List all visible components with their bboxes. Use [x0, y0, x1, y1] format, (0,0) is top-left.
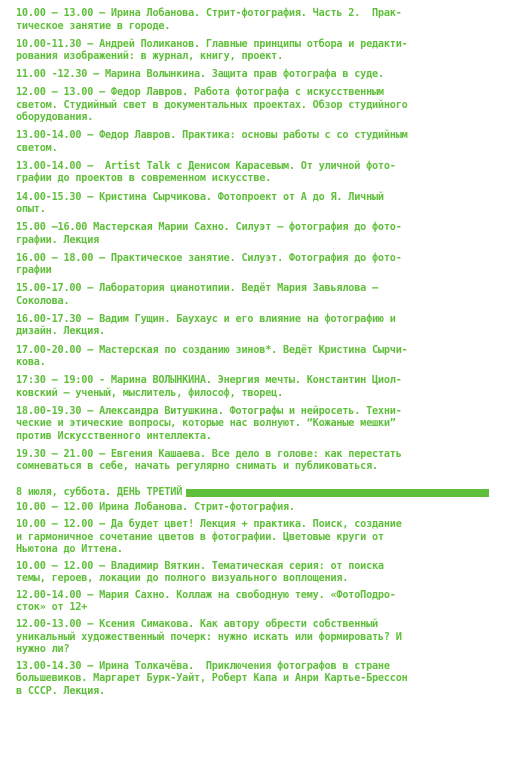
schedule-entry: 11.00 -12.30 — Марина Волынкина. Защита прав фотографа в суде. — [16, 69, 384, 81]
schedule-entry: 17:30 — 19:00 - Марина ВОЛЫНКИНА. Энергия мечты. Константин Циол- ковский — ученый, мыслитель, философ, творец. — [16, 375, 402, 399]
schedule-entry: 10.00-11.30 — Андрей Поликанов. Главные принципы отбора и редакти- рования изображений: в журнал, книгу, проект. — [16, 38, 408, 63]
day2-schedule — [16, 8, 503, 474]
schedule-entry: 12.00-13.00 — Ксения Симакова. Как автору обрести собственный уникальный художественный почерк: нужно искать или формировать? И нужно ли? — [16, 619, 402, 656]
schedule-entry: 16.00 — 18.00 — Практическое занятие. Силуэт. Фотография до фото- графии — [16, 252, 402, 277]
day-divider-bar — [186, 489, 489, 497]
day3-header — [16, 487, 503, 500]
schedule-entry: 13.00-14.00 — Artist Talk с Денисом Карасевым. От уличной фото- графии до проектов в современном искусстве. — [16, 160, 396, 185]
schedule-entry: 10.00 — 12.00 — Да будет цвет! Лекция + практика. Поиск, создание и гармоничное сочетание цветов в фотографии. Цветовые круги от Ньютона до Иттена. — [16, 519, 402, 555]
day3-title: 8 июля, суббота. ДЕНЬ ТРЕТИЙ — [16, 486, 183, 498]
day3-schedule — [16, 502, 503, 698]
schedule-entry: 19.30 — 21.00 — Евгения Кашаева. Все дело в голове: как перестать сомневаться в себе, начать регулярно снимать и публиковаться. — [16, 448, 402, 473]
schedule-entry: 13.00-14.00 — Федор Лавров. Практика: основы работы с со студийным светом. — [16, 130, 408, 154]
schedule-entry: 12.00 — 13.00 — Федор Лавров. Работа фотографа с искусственным светом. Студийный свет в документальных проектах. Обзор студийного оборудования. — [16, 87, 408, 124]
schedule-entry: 10.00 — 12.00 — Владимир Вяткин. Тематическая серия: от поиска темы, героев, локации до полного визуального воплощения. — [16, 560, 384, 585]
schedule-entry: 16.00-17.30 — Вадим Гущин. Баухаус и его влияние на фотографию и дизайн. Лекция. — [16, 313, 396, 338]
schedule-entry: 13.00-14.30 — Ирина Толкачёва. Приключения фотографов в стране большевиков. Маргарет Бурк-Уайт, Роберт Капа и Анри Картье-Брессон в СССР. Лекция. — [16, 660, 408, 697]
schedule-entry: 15.00-17.00 — Лаборатория цианотипии. Ведёт Мария Завьялова — Соколова. — [16, 283, 378, 307]
schedule-entry: 10.00 — 13.00 — Ирина Лобанова. Стрит-фотография. Часть 2. Прак- тическое занятие в городе. — [16, 8, 402, 32]
schedule-entry: 14.00-15.30 — Кристина Сырчикова. Фотопроект от А до Я. Личный опыт. — [16, 191, 384, 216]
schedule-entry: 15.00 —16.00 Мастерская Марии Сахно. Силуэт — фотография до фото- графии. Лекция — [16, 222, 402, 246]
schedule-entry: 10.00 — 12.00 Ирина Лобанова. Стрит-фотография. — [16, 502, 295, 514]
schedule-entry: 17.00-20.00 — Мастерская по созданию зинов*. Ведёт Кристина Сырчи- кова. — [16, 344, 408, 369]
schedule-entry: 12.00-14.00 — Мария Сахно. Коллаж на свободную тему. «ФотоПодро- сток» от 12+ — [16, 589, 396, 614]
schedule-entry: 18.00-19.30 — Александра Витушкина. Фотографы и нейросеть. Техни- ческие и этические вопросы, которые нас волнуют. “Кожаные мешки” против Искусственного интеллекта. — [16, 405, 402, 442]
